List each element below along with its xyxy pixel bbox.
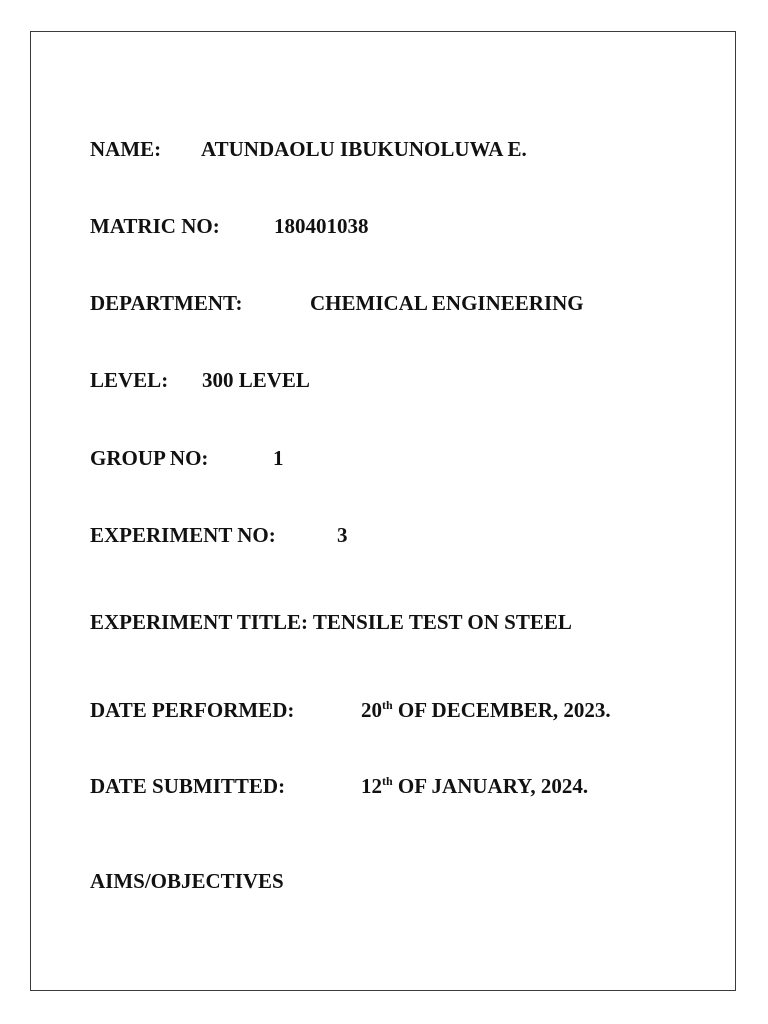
aims-objectives-heading: AIMS/OBJECTIVES xyxy=(90,869,284,893)
experiment-no-label: EXPERIMENT NO: xyxy=(90,523,276,547)
date-performed-value xyxy=(361,700,611,721)
experiment-no-value: 3 xyxy=(337,523,348,547)
date-performed-suffix: th xyxy=(382,698,393,712)
level-value: 300 LEVEL xyxy=(202,368,310,392)
department-value: CHEMICAL ENGINEERING xyxy=(310,291,584,315)
date-performed-row xyxy=(90,698,611,722)
date-submitted-suffix: th xyxy=(382,774,393,788)
name-label: NAME: xyxy=(90,137,162,161)
document-page xyxy=(30,31,736,991)
level-label: LEVEL: xyxy=(90,368,169,392)
date-performed-rest: OF DECEMBER, 2023. xyxy=(397,698,611,722)
aims-heading-row xyxy=(90,871,284,892)
date-performed-day: 20 xyxy=(361,698,382,722)
date-performed-label: DATE PERFORMED: xyxy=(90,698,295,722)
date-submitted-label: DATE SUBMITTED: xyxy=(90,774,286,798)
date-submitted-value xyxy=(361,776,588,797)
department-row xyxy=(90,291,584,315)
date-submitted-day: 12 xyxy=(361,774,382,798)
name-row xyxy=(90,137,527,161)
date-submitted-row xyxy=(90,774,589,798)
matric-value: 180401038 xyxy=(274,214,369,238)
experiment-title-row xyxy=(90,612,572,633)
experiment-title: EXPERIMENT TITLE: TENSILE TEST ON STEEL xyxy=(90,610,572,634)
level-row xyxy=(90,368,310,392)
department-label: DEPARTMENT: xyxy=(90,291,243,315)
date-submitted-rest: OF JANUARY, 2024. xyxy=(397,774,589,798)
group-value: 1 xyxy=(273,446,284,470)
group-label: GROUP NO: xyxy=(90,446,209,470)
group-row xyxy=(90,446,284,470)
experiment-no-row xyxy=(90,523,348,547)
name-value: ATUNDAOLU IBUKUNOLUWA E. xyxy=(201,137,527,161)
matric-row xyxy=(90,214,369,238)
matric-label: MATRIC NO: xyxy=(90,214,220,238)
